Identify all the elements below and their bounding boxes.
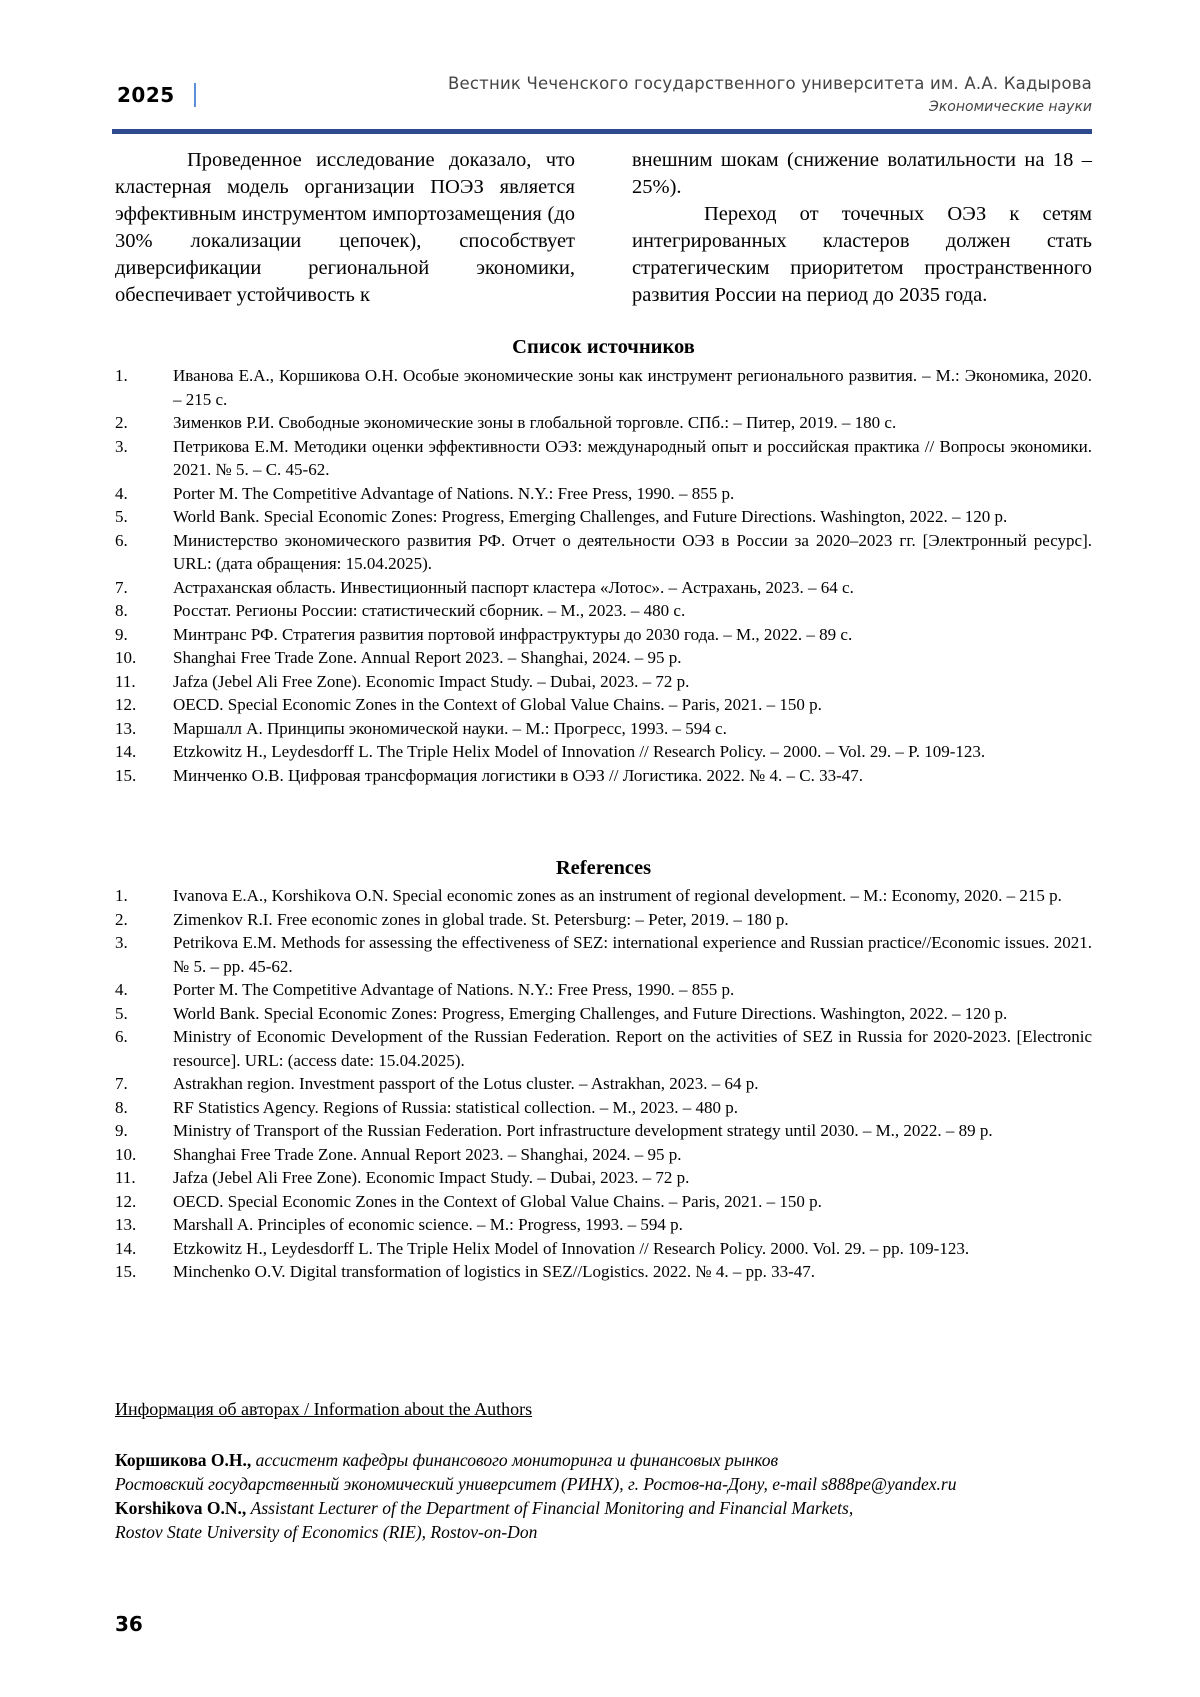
reference-item	[115, 693, 1092, 717]
intro-left-column	[115, 147, 575, 309]
references-heading: References	[115, 857, 1092, 880]
reference-item	[115, 1143, 1092, 1167]
reference-text: Shanghai Free Trade Zone. Annual Report 2023. – Shanghai, 2024. – 95 p.	[173, 646, 1092, 670]
reference-text: Иванова Е.А., Коршикова О.Н. Особые экономические зоны как инструмент регионального развития. – М.: Экономика, 2020. – 215 с.	[173, 364, 1092, 411]
sources-list	[115, 364, 1092, 787]
reference-number: 13.	[115, 717, 173, 741]
author-en-name: Korshikova O.N.,	[115, 1498, 246, 1518]
intro-paragraph: Проведенное исследование доказало, что кластерная модель организации ПОЭЗ является эффективным инструментом импортозамещения (до 30% локализации цепочек), способствует диверсификации региональной экономики, обеспечивает устойчивость к	[115, 147, 575, 309]
reference-number: 1.	[115, 884, 173, 908]
reference-text: Petrikova E.M. Methods for assessing the effectiveness of SEZ: international experience and Russian practice//Economic issues. 2021. № 5. – pp. 45-62.	[173, 931, 1092, 978]
reference-text: Astrakhan region. Investment passport of the Lotus cluster. – Astrakhan, 2023. – 64 p.	[173, 1072, 1092, 1096]
reference-number: 1.	[115, 364, 173, 411]
reference-item	[115, 482, 1092, 506]
reference-number: 3.	[115, 435, 173, 482]
reference-item	[115, 435, 1092, 482]
reference-number: 12.	[115, 693, 173, 717]
reference-text: OECD. Special Economic Zones in the Context of Global Value Chains. – Paris, 2021. – 150 p.	[173, 693, 1092, 717]
reference-number: 14.	[115, 1237, 173, 1261]
reference-number: 5.	[115, 505, 173, 529]
sources-heading: Список источников	[115, 336, 1092, 359]
reference-number: 9.	[115, 623, 173, 647]
references-list	[115, 884, 1092, 1284]
reference-item	[115, 1166, 1092, 1190]
reference-number: 15.	[115, 1260, 173, 1284]
reference-item	[115, 646, 1092, 670]
reference-item	[115, 908, 1092, 932]
reference-text: Etzkowitz H., Leydesdorff L. The Triple Helix Model of Innovation // Research Policy. 2000. Vol. 29. – pp. 109-123.	[173, 1237, 1092, 1261]
reference-text: Астраханская область. Инвестиционный паспорт кластера «Лотос». – Астрахань, 2023. – 64 с.	[173, 576, 1092, 600]
reference-number: 12.	[115, 1190, 173, 1214]
journal-section: Экономические науки	[448, 99, 1092, 115]
reference-item	[115, 740, 1092, 764]
reference-number: 2.	[115, 908, 173, 932]
reference-text: Маршалл А. Принципы экономической науки. – М.: Прогресс, 1993. – 594 с.	[173, 717, 1092, 741]
reference-text: Росстат. Регионы России: статистический сборник. – М., 2023. – 480 с.	[173, 599, 1092, 623]
author-ru-affiliation: Ростовский государственный экономический университет (РИНХ), г. Ростов-на-Дону, e-mail s888pe@yandex.ru	[115, 1474, 956, 1494]
reference-item	[115, 1237, 1092, 1261]
reference-item	[115, 599, 1092, 623]
reference-item	[115, 764, 1092, 788]
reference-text: Porter M. The Competitive Advantage of Nations. N.Y.: Free Press, 1990. – 855 p.	[173, 978, 1092, 1002]
author-ru-affiliation-line	[115, 1472, 1105, 1496]
author-en-affiliation: Rostov State University of Economics (RIE), Rostov-on-Don	[115, 1522, 537, 1542]
reference-item	[115, 884, 1092, 908]
reference-item	[115, 1072, 1092, 1096]
intro-continuation: внешним шокам (снижение волатильности на 18 – 25%).	[632, 147, 1092, 201]
reference-number: 3.	[115, 931, 173, 978]
reference-item	[115, 1213, 1092, 1237]
reference-number: 9.	[115, 1119, 173, 1143]
reference-item	[115, 1096, 1092, 1120]
reference-text: Zimenkov R.I. Free economic zones in global trade. St. Petersburg: – Peter, 2019. – 180 p.	[173, 908, 1092, 932]
reference-text: Shanghai Free Trade Zone. Annual Report 2023. – Shanghai, 2024. – 95 p.	[173, 1143, 1092, 1167]
reference-item	[115, 576, 1092, 600]
reference-number: 7.	[115, 1072, 173, 1096]
reference-item	[115, 931, 1092, 978]
reference-item	[115, 717, 1092, 741]
reference-text: Minchenko O.V. Digital transformation of logistics in SEZ//Logistics. 2022. № 4. – pp. 33-47.	[173, 1260, 1092, 1284]
reference-item	[115, 623, 1092, 647]
reference-number: 5.	[115, 1002, 173, 1026]
reference-item	[115, 978, 1092, 1002]
reference-item	[115, 411, 1092, 435]
intro-paragraph: Переход от точечных ОЭЗ к сетям интегрированных кластеров должен стать стратегическим приоритетом пространственного развития России на период до 2035 года.	[632, 201, 1092, 309]
author-ru-position: ассистент кафедры финансового мониторинга и финансовых рынков	[256, 1450, 779, 1470]
reference-number: 4.	[115, 482, 173, 506]
journal-header	[448, 74, 1092, 115]
reference-number: 15.	[115, 764, 173, 788]
author-ru-line	[115, 1448, 1105, 1472]
header-rule	[112, 129, 1092, 134]
reference-number: 6.	[115, 1025, 173, 1072]
author-ru-name: Коршикова О.Н.,	[115, 1450, 251, 1470]
reference-number: 11.	[115, 1166, 173, 1190]
reference-text: Ministry of Transport of the Russian Federation. Port infrastructure development strategy until 2030. – M., 2022. – 89 p.	[173, 1119, 1092, 1143]
reference-item	[115, 1002, 1092, 1026]
reference-text: Зименков Р.И. Свободные экономические зоны в глобальной торговле. СПб.: – Питер, 2019. – 180 с.	[173, 411, 1092, 435]
authors-heading: Информация об авторах / Information about the Authors	[115, 1399, 532, 1420]
reference-text: Etzkowitz H., Leydesdorff L. The Triple Helix Model of Innovation // Research Policy. – 2000. – Vol. 29. – P. 109-123.	[173, 740, 1092, 764]
reference-number: 2.	[115, 411, 173, 435]
reference-text: Porter M. The Competitive Advantage of Nations. N.Y.: Free Press, 1990. – 855 p.	[173, 482, 1092, 506]
reference-item	[115, 505, 1092, 529]
reference-item	[115, 1119, 1092, 1143]
reference-item	[115, 1025, 1092, 1072]
author-en-position: Assistant Lecturer of the Department of Financial Monitoring and Financial Markets,	[251, 1498, 854, 1518]
header-year: 2025	[117, 83, 175, 107]
reference-number: 10.	[115, 646, 173, 670]
reference-number: 8.	[115, 599, 173, 623]
reference-text: World Bank. Special Economic Zones: Progress, Emerging Challenges, and Future Directions. Washington, 2022. – 120 p.	[173, 1002, 1092, 1026]
reference-text: OECD. Special Economic Zones in the Context of Global Value Chains. – Paris, 2021. – 150 p.	[173, 1190, 1092, 1214]
reference-item	[115, 364, 1092, 411]
reference-text: Министерство экономического развития РФ. Отчет о деятельности ОЭЗ в России за 2020–2023 гг. [Электронный ресурс]. URL: (дата обращения: 15.04.2025).	[173, 529, 1092, 576]
reference-item	[115, 1190, 1092, 1214]
reference-item	[115, 529, 1092, 576]
reference-number: 4.	[115, 978, 173, 1002]
reference-number: 8.	[115, 1096, 173, 1120]
reference-number: 7.	[115, 576, 173, 600]
reference-text: Петрикова Е.М. Методики оценки эффективности ОЭЗ: международный опыт и российская практика // Вопросы экономики. 2021. № 5. – С. 45-62.	[173, 435, 1092, 482]
reference-text: Минтранс РФ. Стратегия развития портовой инфраструктуры до 2030 года. – М., 2022. – 89 с.	[173, 623, 1092, 647]
author-en-affiliation-line	[115, 1520, 1105, 1544]
reference-text: Ministry of Economic Development of the Russian Federation. Report on the activities of SEZ in Russia for 2020-2023. [Electronic resource]. URL: (access date: 15.04.2025).	[173, 1025, 1092, 1072]
reference-number: 11.	[115, 670, 173, 694]
journal-title: Вестник Чеченского государственного университета им. А.А. Кадырова	[448, 74, 1092, 93]
header-divider	[194, 83, 196, 107]
authors-info	[115, 1448, 1105, 1544]
reference-number: 13.	[115, 1213, 173, 1237]
reference-text: RF Statistics Agency. Regions of Russia: statistical collection. – M., 2023. – 480 p.	[173, 1096, 1092, 1120]
reference-text: World Bank. Special Economic Zones: Progress, Emerging Challenges, and Future Directions. Washington, 2022. – 120 p.	[173, 505, 1092, 529]
reference-text: Минченко О.В. Цифровая трансформация логистики в ОЭЗ // Логистика. 2022. № 4. – С. 33-47.	[173, 764, 1092, 788]
reference-item	[115, 670, 1092, 694]
reference-number: 14.	[115, 740, 173, 764]
author-en-line	[115, 1496, 1105, 1520]
reference-text: Marshall A. Principles of economic science. – M.: Progress, 1993. – 594 p.	[173, 1213, 1092, 1237]
reference-text: Jafza (Jebel Ali Free Zone). Economic Impact Study. – Dubai, 2023. – 72 p.	[173, 670, 1092, 694]
reference-item	[115, 1260, 1092, 1284]
intro-right-column	[632, 147, 1092, 309]
reference-text: Jafza (Jebel Ali Free Zone). Economic Impact Study. – Dubai, 2023. – 72 p.	[173, 1166, 1092, 1190]
reference-number: 10.	[115, 1143, 173, 1167]
reference-number: 6.	[115, 529, 173, 576]
page-number: 36	[115, 1612, 143, 1636]
reference-text: Ivanova E.A., Korshikova O.N. Special economic zones as an instrument of regional development. – M.: Economy, 2020. – 215 p.	[173, 884, 1092, 908]
